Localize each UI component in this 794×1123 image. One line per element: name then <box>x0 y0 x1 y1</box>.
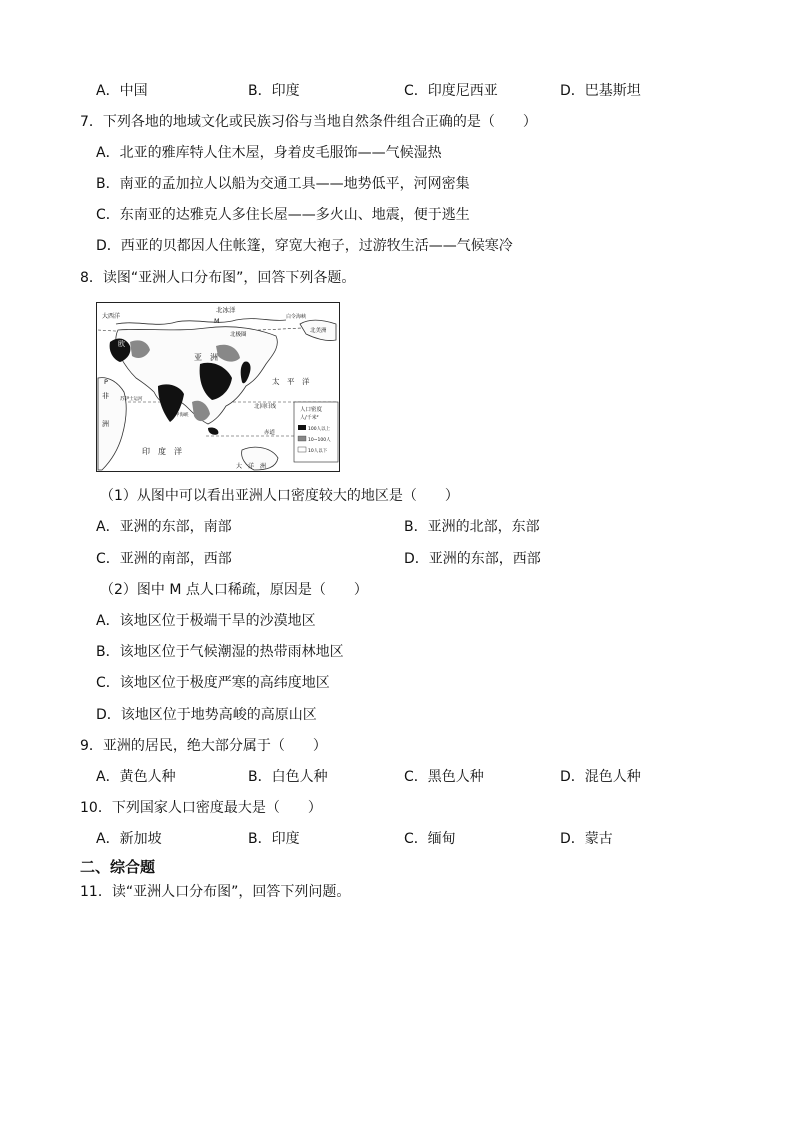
q7-stem: 7．下列各地的地域文化或民族习俗与当地自然条件组合正确的是（ ） <box>80 114 537 130</box>
section-heading: 二、综合题 <box>80 858 156 876</box>
q8-sub1-option-a: A．亚洲的东部，南部 <box>96 519 232 535</box>
q9-option-a: A．黄色人种 <box>96 769 176 785</box>
legend-item-medium: 10~100人 <box>308 438 331 443</box>
q8-sub2-option-b: B．该地区位于气候潮湿的热带雨林地区 <box>96 644 344 660</box>
label-indian-ocean: 印 度 洋 <box>142 447 182 456</box>
label-point-m: M <box>214 317 220 325</box>
q6-option-a: A．中国 <box>96 83 148 99</box>
legend-unit: 人/千米² <box>300 415 319 421</box>
label-africa-2: 洲 <box>102 420 109 428</box>
legend-item-high: 100人以上 <box>308 427 331 432</box>
map-legend <box>294 402 338 462</box>
q7-option-c: C．东南亚的达雅克人多住长屋——多火山、地震，便于逃生 <box>96 207 470 223</box>
q8-sub2-stem: （2）图中 M 点人口稀疏，原因是（ ） <box>100 582 368 598</box>
q9-option-d: D．混色人种 <box>560 769 641 785</box>
q7-option-b: B．南亚的孟加拉人以船为交通工具——地势低平，河网密集 <box>96 176 470 192</box>
label-oceania: 大 洋 洲 <box>236 463 267 470</box>
q10-option-a: A．新加坡 <box>96 831 162 847</box>
q10-option-c: C．缅甸 <box>404 831 456 847</box>
legend-item-low: 10人以下 <box>308 449 328 454</box>
q8-sub1-option-b: B．亚洲的北部，东部 <box>404 519 540 535</box>
legend-swatch-low <box>298 447 306 452</box>
label-malacca: 马六甲海峡 <box>166 413 189 418</box>
q7-option-a: A．北亚的雅库特人住木屋，身着皮毛服饰——气候湿热 <box>96 145 442 161</box>
label-equator: 赤道 <box>264 430 276 436</box>
q10-option-b: B．印度 <box>248 831 300 847</box>
label-north-america: 北美洲 <box>310 328 327 334</box>
label-suez: 苏伊士运河 <box>120 397 143 402</box>
legend-title: 人口密度 <box>300 407 323 413</box>
q6-option-b: B．印度 <box>248 83 300 99</box>
label-europe: 欧 <box>118 340 125 348</box>
legend-swatch-medium <box>298 436 306 441</box>
q9-option-b: B．白色人种 <box>248 769 328 785</box>
asia-population-map <box>96 302 340 472</box>
q9-stem: 9．亚洲的居民，绝大部分属于（ ） <box>80 738 327 754</box>
q8-sub2-option-c: C．该地区位于极度严寒的高纬度地区 <box>96 675 330 691</box>
q11-stem: 11．读“亚洲人口分布图”，回答下列问题。 <box>80 884 351 900</box>
label-africa: 非 <box>102 392 109 400</box>
label-arctic-circle: 北极圈 <box>230 332 247 338</box>
label-asia: 亚 洲 <box>194 353 218 362</box>
q7-option-d: D．西亚的贝都因人住帐篷，穿宽大袍子，过游牧生活——气候寒冷 <box>96 238 513 254</box>
label-pacific: 太 平 洋 <box>272 377 310 386</box>
legend-swatch-high <box>298 425 306 430</box>
label-atlantic: 大西洋 <box>102 313 121 320</box>
q8-sub1-option-c: C．亚洲的南部，西部 <box>96 551 232 567</box>
q8-stem: 8．读图“亚洲人口分布图”，回答下列各题。 <box>80 270 356 286</box>
q10-stem: 10．下列国家人口密度最大是（ ） <box>80 800 322 816</box>
q6-option-d: D．巴基斯坦 <box>560 83 641 99</box>
q6-option-c: C．印度尼西亚 <box>404 83 498 99</box>
label-tropic: 北回归线 <box>254 404 277 410</box>
q10-option-d: D．蒙古 <box>560 831 613 847</box>
q8-sub2-option-d: D．该地区位于地势高峻的高原山区 <box>96 707 317 723</box>
label-bering: 白令海峡 <box>286 314 307 320</box>
q8-sub1-stem: （1）从图中可以看出亚洲人口密度较大的地区是（ ） <box>100 488 459 504</box>
q9-option-c: C．黑色人种 <box>404 769 484 785</box>
label-point-p: P <box>104 378 108 386</box>
q8-sub1-option-d: D．亚洲的东部，西部 <box>404 551 541 567</box>
label-arctic-ocean: 北冰洋 <box>216 306 236 314</box>
q8-sub2-option-a: A．该地区位于极端干旱的沙漠地区 <box>96 613 316 629</box>
